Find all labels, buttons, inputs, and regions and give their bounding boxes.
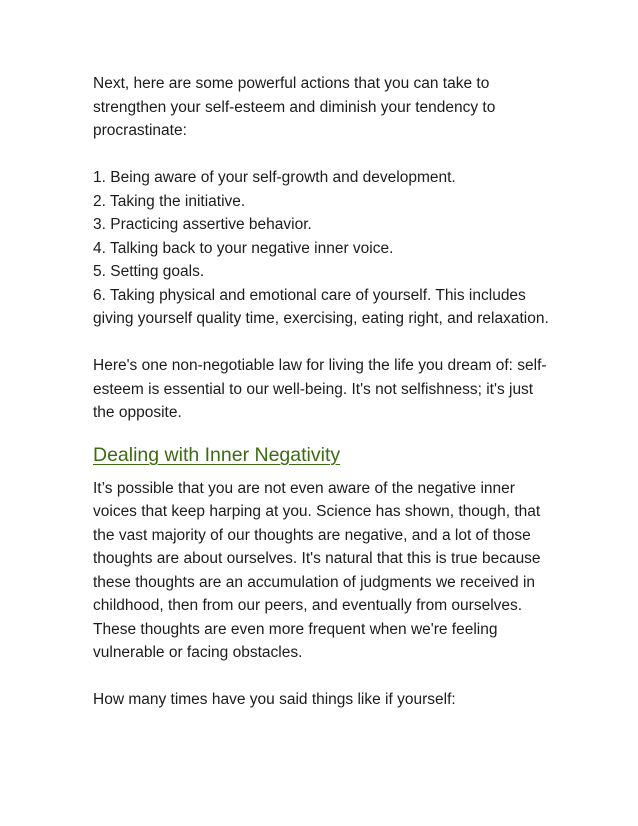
- list-item: 1. Being aware of your self-growth and development.: [93, 169, 456, 186]
- question-paragraph: How many times have you said things like if yourself:: [93, 691, 456, 708]
- list-item: 4. Talking back to your negative inner voice.: [93, 239, 394, 257]
- intro-paragraph: Next, here are some powerful actions that you can take to strengthen your self-esteem and diminish your tendency to procrastinate:: [93, 75, 496, 139]
- actions-list: [93, 166, 553, 331]
- spacer: [93, 331, 553, 355]
- spacer: [93, 665, 553, 689]
- section-heading: Dealing with Inner Negativity: [93, 443, 341, 466]
- list-item: 2. Taking the initiative.: [93, 192, 246, 210]
- document-page: [93, 72, 553, 712]
- section-body-paragraph: It’s possible that you are not even aware of the negative inner voices that keep harping at you. Science has shown, though, that the vast majority of our thoughts are negative, and a lot of those thoughts are about ourselves. It's natural that this is true because these thoughts are an accumulation of judgments we received in childhood, then from our peers, and eventually from ourselves. These thoughts are even more frequent when we're feeling vulnerable or facing obstacles.: [93, 479, 541, 661]
- spacer: [93, 143, 553, 167]
- list-item: 3. Practicing assertive behavior.: [93, 216, 312, 233]
- list-item: 5. Setting goals.: [93, 263, 205, 280]
- list-item: 6. Taking physical and emotional care of yourself. This includes giving yourself quality time, exercising, eating right, and relaxation.: [93, 286, 549, 327]
- law-paragraph: Here's one non-negotiable law for living the life you dream of: self-esteem is essential to our well-being. It's not selfishness; it's just the opposite.: [93, 357, 547, 421]
